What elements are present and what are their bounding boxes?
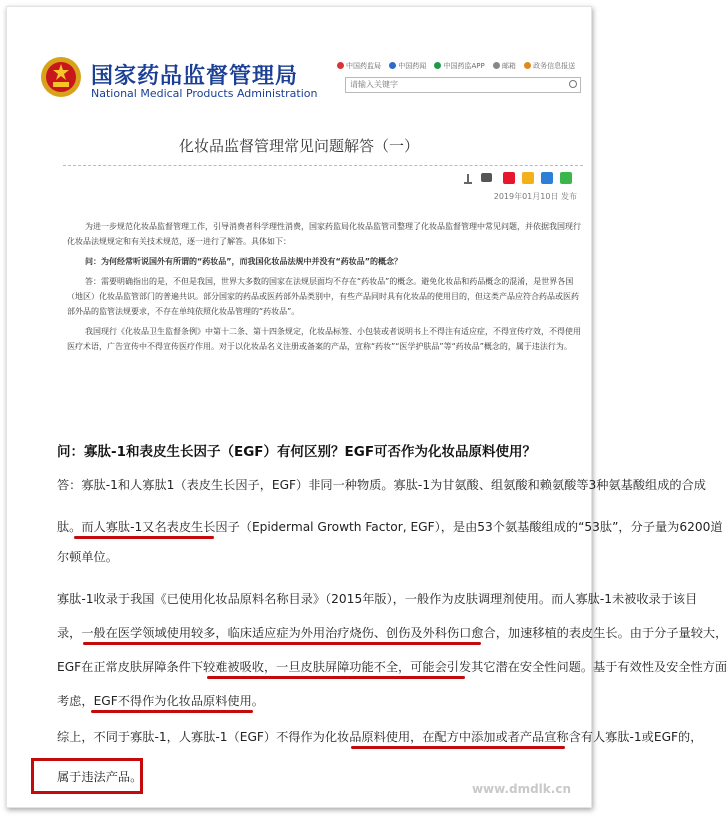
- wechat-share-icon[interactable]: [560, 172, 572, 184]
- highlighted-phrase: 在配方中添加或者产品宣称含有人寡肽-1或EGF的: [422, 730, 691, 744]
- download-icon[interactable]: [462, 172, 474, 184]
- document-frame: [6, 6, 727, 808]
- article-toolbar: [462, 167, 574, 183]
- watermark: www.dmdlk.cn: [471, 782, 571, 796]
- national-emblem-icon: [39, 55, 83, 99]
- zoom-line: 录，一般在医学领域使用较多，临床适应症为外用治疗烧伤、创伤及外科伤口愈合，加速移植的表皮生长。由于分子量较大，: [57, 626, 727, 640]
- search-icon[interactable]: [569, 80, 577, 88]
- app-icon: [434, 62, 441, 69]
- print-icon[interactable]: [481, 173, 492, 182]
- zoom-question: 问：寡肽-1和表皮生长因子（EGF）有何区别？EGF可否作为化妆品原料使用？: [57, 444, 537, 460]
- red-underline: [91, 710, 253, 713]
- red-underline: [74, 536, 214, 539]
- zoomed-excerpt: [29, 432, 727, 802]
- zoom-line: 肽。而人寡肽-1又名表皮生长因子（Epidermal Growth Factor, EGF），是由53个氨基酸组成的“53肽”，分子量为6200道: [57, 520, 723, 534]
- zoom-line: EGF在正常皮肤屏障条件下较难被吸收，一旦皮肤屏障功能不全，可能会引发其它潜在安全性问题。基于有效性及安全性方面: [57, 660, 727, 674]
- zoom-line: 尔顿单位。: [57, 550, 118, 564]
- publish-date: 2019年01月10日 发布: [493, 192, 577, 201]
- top-link[interactable]: 政务信息报送: [524, 61, 575, 71]
- red-underline: [83, 642, 481, 645]
- highlighted-phrase: EGF不得作为化妆品原料使用: [93, 694, 252, 708]
- zoom-line: 答：寡肽-1和人寡肽1（表皮生长因子，EGF）非同一种物质。寡肽-1为甘氨酸、组氨酸和赖氨酸等3种氨基酸组成的合成: [57, 478, 706, 492]
- zoom-line: 寡肽-1收录于我国《已使用化妆品原料名称目录》（2015年版），一般作为皮肤调理剂使用。而人寡肽-1未被收录于该目: [57, 592, 698, 606]
- article-title: 化妆品监督管理常见问题解答（一）: [178, 137, 419, 155]
- intro-paragraph: 为进一步规范化妆品监督管理工作，引导消费者科学理性消费，国家药监局化妆品监管司整理了化妆品监督管理中常见问题，并依据我国现行化妆品法规规定和有关技术规范，逐一进行了解答。具体如下：: [67, 222, 581, 246]
- article-body: [67, 219, 583, 359]
- search-input[interactable]: [350, 80, 550, 89]
- title-divider: [63, 165, 583, 166]
- zoom-line: 属于违法产品。: [57, 770, 143, 784]
- qzone-share-icon[interactable]: [522, 172, 534, 184]
- report-icon: [524, 62, 531, 69]
- mail-icon: [493, 62, 500, 69]
- top-link[interactable]: 邮箱: [493, 61, 516, 71]
- top-link[interactable]: 中国药监APP: [434, 61, 484, 71]
- red-highlight-box: [31, 758, 143, 794]
- weibo-icon: [337, 62, 344, 69]
- org-name-zh[interactable]: 国家药品监督管理局: [91, 64, 299, 89]
- highlighted-phrase: 而人寡肽-1又名表皮生长因子: [81, 520, 240, 534]
- search-box: [345, 77, 581, 93]
- red-underline: [351, 746, 565, 749]
- top-link[interactable]: 中国药闻: [389, 61, 426, 71]
- question-heading: 问：为何经常听说国外有所谓的“药妆品”，而我国化妆品法规中并没有“药妆品”的概念？: [85, 257, 403, 266]
- star-share-icon[interactable]: [541, 172, 553, 184]
- site-header: [7, 7, 591, 111]
- weibo-share-icon[interactable]: [503, 172, 515, 184]
- answer-paragraph: 答：需要明确指出的是，不但是我国，世界大多数的国家在法规层面均不存在“药妆品”的概念。避免化妆品和药品概念的混淆，是世界各国（地区）化妆品监管部门的普遍共识。部分国家的药品或医药部外品类别中，有些产品同时具有化妆品的使用目的，但这类产品应符合药品或医药部外品的监管法规要求，不存在单纯依照化妆品管理的“药妆品”。: [67, 277, 579, 316]
- answer-paragraph: 我国现行《化妆品卫生监督条例》中第十二条、第十四条规定，化妆品标签、小包装或者说明书上不得注有适应症，不得宣传疗效，不得使用医疗术语，广告宣传中不得宣传医疗作用。对于以化妆品名义注册或备案的产品，宣称“药妆”“医学护肤品”等“药妆品”概念的，属于违法行为。: [67, 327, 581, 351]
- news-icon: [389, 62, 396, 69]
- red-underline: [207, 676, 465, 679]
- top-links: [337, 61, 593, 75]
- zoom-line: 考虑，EGF不得作为化妆品原料使用。: [57, 694, 264, 708]
- highlighted-phrase: 一般在医学领域使用较多，临床适应症为外用治疗烧伤、创伤及外科伤口愈合，加速移植的表皮生长: [81, 626, 618, 640]
- org-name-en: National Medical Products Administration: [91, 87, 318, 100]
- top-link[interactable]: 中国药监局: [337, 61, 381, 71]
- zoom-line: 综上，不同于寡肽-1，人寡肽-1（EGF）不得作为化妆品原料使用，在配方中添加或者产品宣称含有人寡肽-1或EGF的，: [57, 730, 703, 744]
- highlighted-phrase: 一旦皮肤屏障功能不全，可能会引发其它潜在安全性问题: [276, 660, 581, 674]
